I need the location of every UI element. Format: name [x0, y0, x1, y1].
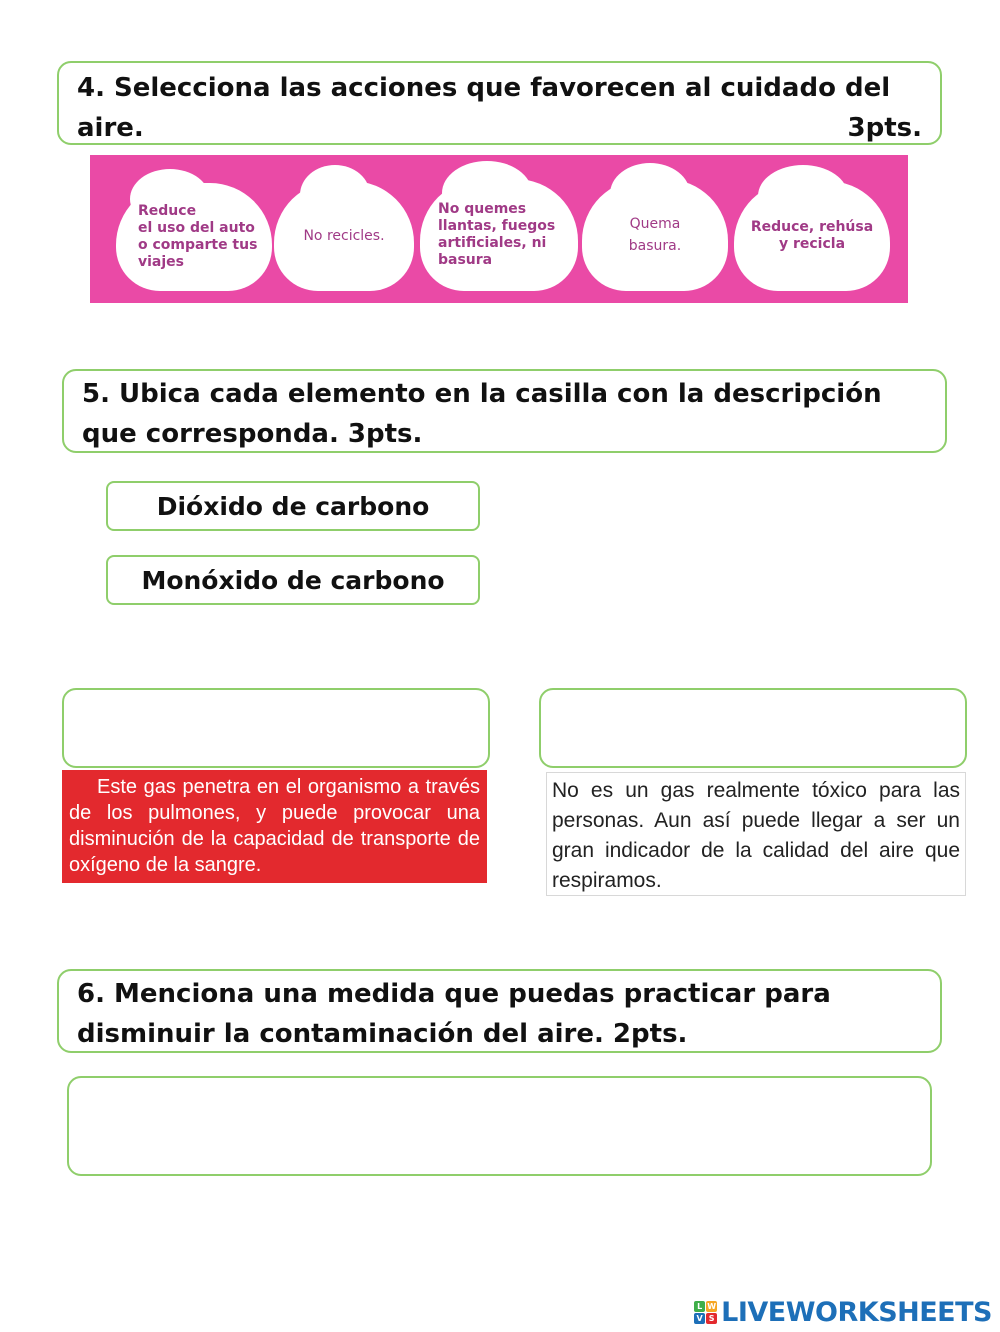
liveworksheets-brand-text: LIVEWORKSHEETS	[721, 1296, 992, 1328]
option-reduce-rehusa-recicla[interactable]: Reduce, rehúsa y recicla	[734, 181, 890, 291]
question-6-title: 6. Menciona una medida que puedas practicar para disminuir la contaminación del aire. 2pts.	[77, 979, 831, 1049]
answer-input[interactable]	[69, 1078, 930, 1174]
question-5-title: 5. Ubica cada elemento en la casilla con la descripción que corresponda. 3pts.	[82, 379, 882, 449]
description-1: Este gas penetra en el organismo a través de los pulmones, y puede provocar una disminución de la capacidad de transporte de oxígeno de la sangre.	[62, 770, 487, 883]
question-4-title: 4. Selecciona las acciones que favorecen al cuidado del aire.	[77, 73, 891, 143]
option-reduce-auto[interactable]: Reduce el uso del auto o comparte tus viajes	[116, 183, 272, 291]
question-4-header	[57, 61, 942, 145]
drag-item-monoxido[interactable]: Monóxido de carbono	[106, 555, 480, 605]
actions-banner	[90, 155, 908, 303]
option-quema-basura[interactable]: Quema basura.	[582, 179, 728, 291]
option-no-recicles[interactable]: No recicles.	[274, 181, 414, 291]
option-no-quemes[interactable]: No quemes llantas, fuegos artificiales, ni basura	[420, 179, 578, 291]
question-6-header	[57, 969, 942, 1053]
liveworksheets-logo-icon: L W V S	[694, 1301, 717, 1324]
answer-box	[67, 1076, 932, 1176]
description-2: No es un gas realmente tóxico para las personas. Aun así puede llegar a ser un gran indicador de la calidad del aire que respiramos.	[546, 772, 966, 896]
liveworksheets-logo	[694, 1294, 992, 1330]
question-4-points: 3pts.	[847, 113, 922, 143]
question-5-header	[62, 369, 947, 453]
drag-item-dioxido[interactable]: Dióxido de carbono	[106, 481, 480, 531]
drop-zone-2[interactable]	[539, 688, 967, 768]
drop-zone-1[interactable]	[62, 688, 490, 768]
